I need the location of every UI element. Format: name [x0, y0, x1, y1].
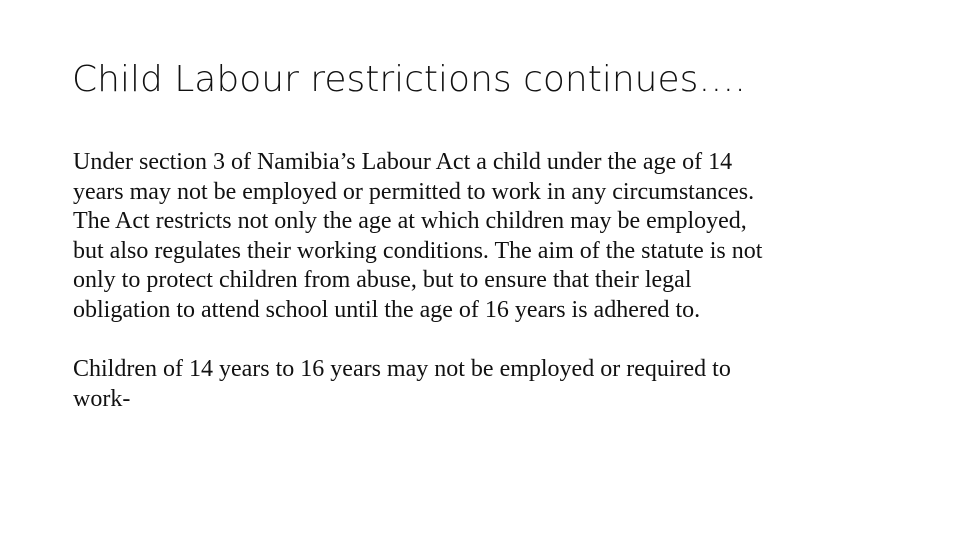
body-paragraph-1-line: The Act restricts not only the age at which children may be employed,: [73, 208, 747, 234]
body-paragraph-1: [73, 148, 893, 325]
body-paragraph-2-line: work-: [73, 385, 131, 412]
slide-body: [73, 148, 893, 414]
slide-title: Child Labour restrictions continues….: [72, 59, 746, 100]
body-paragraph-2-line: Children of 14 years to 16 years may not be employed or required to: [73, 356, 731, 382]
body-paragraph-1-line: but also regulates their working conditions. The aim of the statute is not: [73, 237, 763, 264]
body-paragraph-2: [73, 355, 893, 414]
body-paragraph-1-line: obligation to attend school until the age of 16 years is adhered to.: [73, 296, 701, 323]
body-paragraph-1-line: only to protect children from abuse, but to ensure that their legal: [73, 267, 692, 293]
body-paragraph-1-line: Under section 3 of Namibia’s Labour Act a child under the age of 14: [73, 149, 733, 175]
body-paragraph-1-line: years may not be employed or permitted to work in any circumstances.: [73, 178, 755, 205]
